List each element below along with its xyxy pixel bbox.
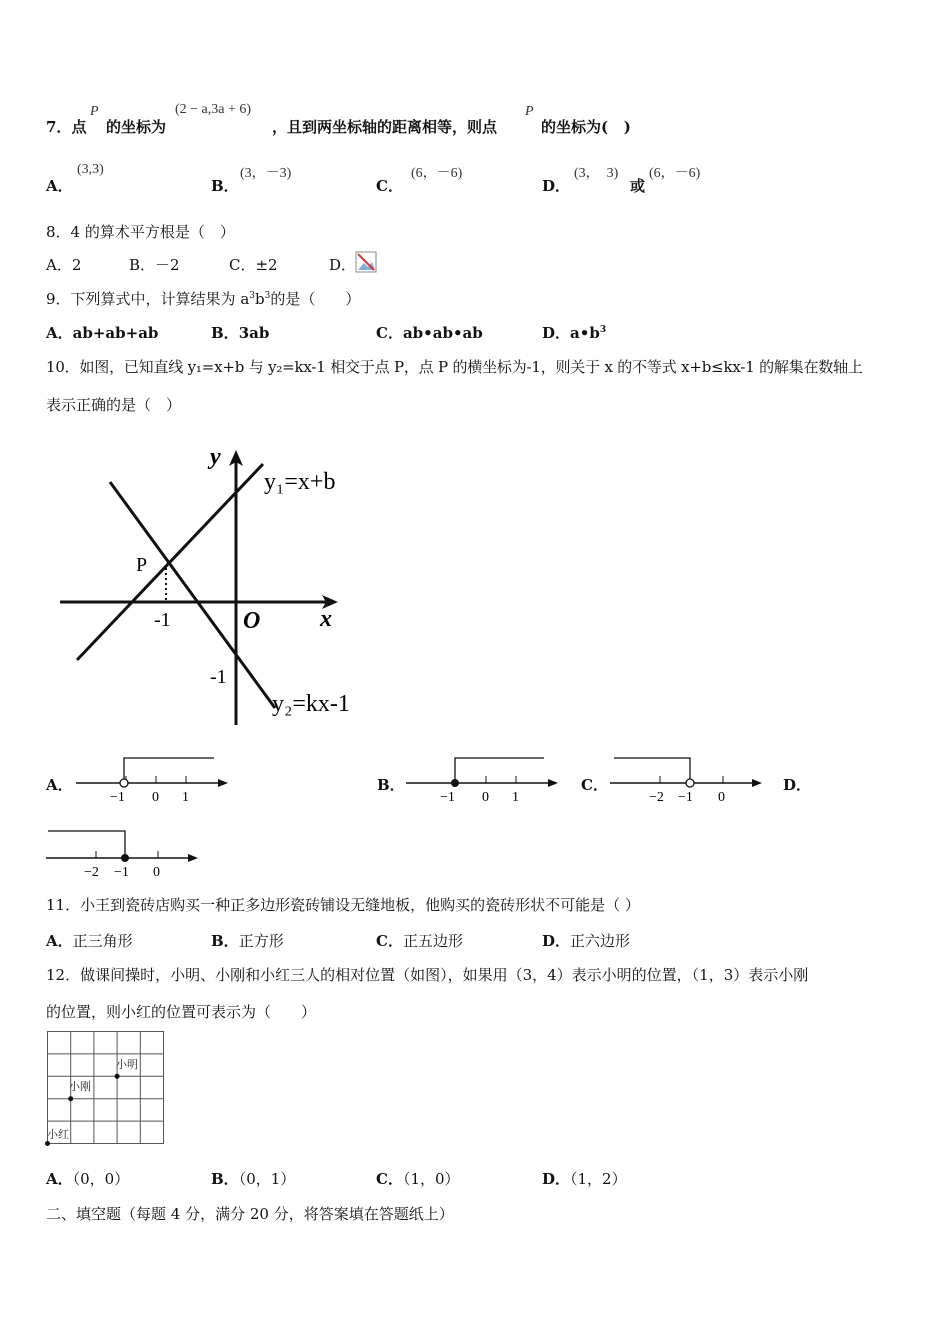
q7-option-b-label[interactable]: B． [211, 177, 239, 195]
q7-stem: 7．点 [46, 118, 87, 136]
tick-label: −1 [110, 790, 125, 805]
q10-option-a-label[interactable]: A． [46, 776, 73, 794]
q12-stem-line2: 的位置，则小红的位置可表示为（ ） [46, 1003, 317, 1021]
q11-option-b[interactable]: B．正方形 [211, 932, 284, 950]
xiaoming-dot [115, 1074, 120, 1079]
q11-stem: 11．小王到瓷砖店购买一种正多边形瓷砖铺设无缝地板，他购买的瓷砖形状不可能是（ ） [46, 896, 640, 914]
q7-option-d-value: (3， 3) [574, 166, 619, 181]
q10-stem-line2: 表示正确的是（ ） [46, 396, 182, 414]
q10-graph [50, 440, 380, 730]
q11-option-a[interactable]: A．正三角形 [46, 932, 133, 950]
xiaohong-dot [45, 1141, 50, 1146]
tick-label: −1 [440, 790, 455, 805]
q10-number-line-a [72, 755, 232, 805]
xiaoming-label: 小明 [116, 1059, 138, 1071]
q9-option-c[interactable]: C．ab•ab•ab [376, 324, 483, 342]
line-y2 [110, 482, 275, 708]
point-p-label: P [136, 554, 148, 576]
q7-option-c-value: (6，－6) [411, 166, 463, 181]
q12-stem-line1: 12．做课间操时，小明、小刚和小红三人的相对位置（如图），如果用（3，4）表示小明的位置，（1，3）表示小刚 [46, 966, 809, 984]
q12-option-d[interactable]: D．（1，2） [542, 1170, 627, 1188]
tick-label: 0 [718, 790, 725, 805]
q7-option-a-label[interactable]: A． [46, 177, 73, 195]
xiaohong-label: 小红 [47, 1129, 69, 1141]
broken-image-icon [355, 251, 377, 273]
q7-text-4: 的坐标为( ) [541, 118, 631, 136]
tick-label: 0 [153, 865, 160, 878]
q10-stem-line1: 10．如图，已知直线 y₁=x+b 与 y₂=kx-1 相交于点 P，点 P 的横坐标为-1，则关于 x 的不等式 x+b≤kx-1 的解集在数轴上 [46, 358, 863, 376]
q7-option-c-label[interactable]: C． [376, 177, 403, 195]
y-axis-label: y [210, 444, 221, 470]
tick-label: −2 [649, 790, 664, 805]
q9-stem: 9．下列算式中，计算结果为 $a^3b^3$的是（ ） [46, 290, 361, 308]
q8-option-c[interactable]: C．±2 [229, 256, 278, 274]
q12-option-a[interactable]: A．（0，0） [46, 1170, 130, 1188]
tick-label: −2 [84, 865, 99, 878]
q9-option-b[interactable]: B．3ab [211, 324, 270, 342]
q7-option-d-label[interactable]: D． [542, 177, 571, 195]
q10-number-line-d [42, 826, 207, 878]
q7-option-a-value: (3,3) [77, 162, 104, 177]
line-y1-label: y₁=x+b [264, 469, 336, 495]
q7-option-b-value: (3，－3) [240, 166, 292, 181]
q10-option-b-label[interactable]: B． [377, 776, 405, 794]
q7-point-p-2: P [525, 104, 534, 119]
q12-grid [44, 1028, 169, 1150]
q7-point-p: P [90, 104, 99, 119]
q10-number-line-c [606, 755, 766, 805]
q10-option-c-label[interactable]: C． [581, 776, 608, 794]
q12-option-c[interactable]: C．（1，0） [376, 1170, 460, 1188]
q8-stem: 8．4 的算术平方根是（ ） [46, 223, 235, 241]
q7-text-2: 的坐标为 [106, 118, 167, 136]
xiaogang-dot [68, 1096, 73, 1101]
q8-option-b[interactable]: B．－2 [129, 256, 180, 274]
q8-option-a[interactable]: A．2 [46, 256, 82, 274]
xiaogang-label: 小刚 [69, 1081, 91, 1093]
tick-label: −1 [114, 865, 129, 878]
q7-option-d-or: 或 [630, 177, 646, 195]
x-axis-label: x [320, 606, 332, 632]
q11-option-d[interactable]: D．正六边形 [542, 932, 631, 950]
tick-label: 1 [512, 790, 519, 805]
q12-option-b[interactable]: B．（0，1） [211, 1170, 296, 1188]
tick-label: 0 [152, 790, 159, 805]
q7-option-d-value2: (6，－6) [649, 166, 701, 181]
q9-option-a[interactable]: A．ab+ab+ab [46, 324, 159, 342]
origin-label: O [243, 608, 261, 634]
x-tick-label: -1 [154, 609, 171, 631]
line-y2-label: y₂=kx-1 [272, 691, 350, 717]
q7-coord: (2 − a,3a + 6) [175, 102, 252, 117]
q10-option-d-label[interactable]: D． [783, 776, 812, 794]
q10-number-line-b [402, 755, 562, 805]
q7-text-3: ，且到两坐标轴的距离相等，则点 [272, 118, 498, 136]
q8-option-d[interactable]: D． [329, 256, 357, 274]
q11-option-c[interactable]: C．正五边形 [376, 932, 463, 950]
tick-label: −1 [678, 790, 693, 805]
tick-label: 0 [482, 790, 489, 805]
tick-label: 1 [182, 790, 189, 805]
q9-option-d[interactable]: D．$a•b^3$ [542, 324, 607, 342]
section-heading: 二、填空题（每题 4 分，满分 20 分，将答案填在答题纸上） [46, 1205, 454, 1223]
y-tick-label: -1 [210, 666, 227, 688]
